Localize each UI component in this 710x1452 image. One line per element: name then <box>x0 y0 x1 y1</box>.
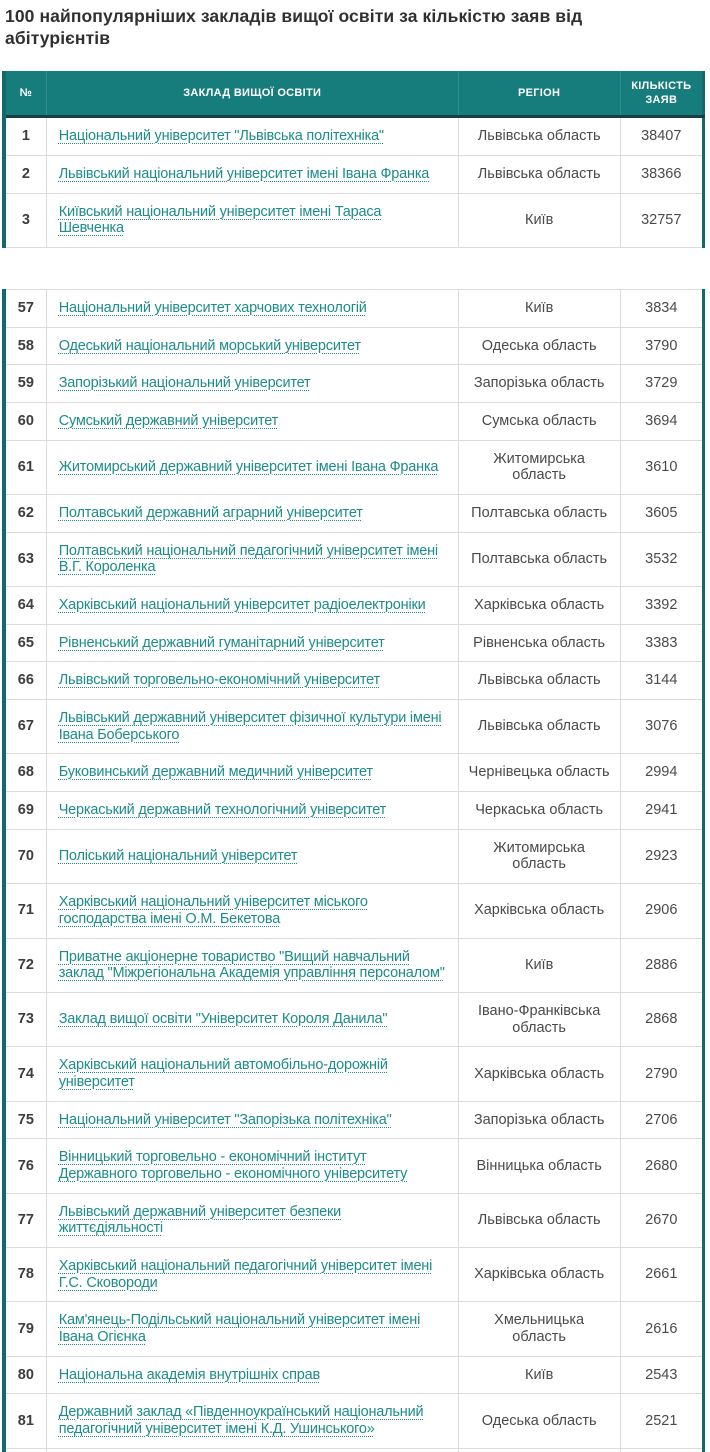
page-title: 100 найпопулярніших закладів вищої освіти за кількістю заяв від абітурієнтів <box>5 6 583 49</box>
institution-cell <box>46 1193 458 1247</box>
region-cell: Львівська область <box>458 156 620 194</box>
institution-link[interactable]: Вінницький торговельно - економічний інститут Державного торговельно - економічного університету <box>58 1149 408 1182</box>
partial-next-row <box>4 1448 704 1452</box>
institution-link[interactable]: Державний заклад «Південноукраїнський національний педагогічний університет імені К.Д. Ушинського» <box>58 1404 424 1437</box>
institution-link[interactable]: Кам'янець-Подільський національний університет імені Івана Огієнка <box>58 1312 421 1345</box>
count-cell: 3694 <box>620 403 703 441</box>
rank-cell: 58 <box>4 327 46 365</box>
rank-cell: 72 <box>4 938 46 992</box>
institution-link[interactable]: Поліський національний університет <box>58 848 298 865</box>
table-row <box>4 365 704 403</box>
section-gap <box>2 248 710 289</box>
count-cell: 2543 <box>620 1356 703 1394</box>
rank-cell: 75 <box>4 1101 46 1139</box>
region-cell: Одеська область <box>458 1394 620 1448</box>
count-cell: 2886 <box>620 938 703 992</box>
region-cell: Черкаська область <box>458 792 620 830</box>
region-cell: Одеська область <box>458 327 620 365</box>
rank-cell: 2 <box>4 156 46 194</box>
table-row <box>4 156 704 194</box>
region-cell: Запорізька область <box>458 1101 620 1139</box>
rank-cell: 65 <box>4 624 46 662</box>
column-header-institution: ЗАКЛАД ВИЩОЇ ОСВІТИ <box>46 71 458 117</box>
institution-link[interactable]: Національна академія внутрішніх справ <box>58 1366 320 1383</box>
count-cell: 2670 <box>620 1193 703 1247</box>
institution-link[interactable]: Черкаський державний технологічний університет <box>58 802 387 819</box>
institution-cell <box>46 365 458 403</box>
column-header-rank: № <box>4 71 46 117</box>
region-cell: Харківська область <box>458 587 620 625</box>
institution-link[interactable]: Харківський національний педагогічний університет імені Г.С. Сковороди <box>58 1257 433 1291</box>
institution-cell <box>46 290 458 328</box>
institution-link[interactable]: Львівський національний університет імені Івана Франка <box>58 166 430 183</box>
rank-cell: 79 <box>4 1302 46 1356</box>
count-cell: 2868 <box>620 992 703 1046</box>
count-cell: 38407 <box>620 117 703 156</box>
rank-cell: 61 <box>4 440 46 494</box>
region-cell: Львівська область <box>458 117 620 156</box>
count-cell: 2923 <box>620 829 703 883</box>
region-cell: Чернівецька область <box>458 754 620 792</box>
institution-cell <box>46 624 458 662</box>
table-row <box>4 1193 704 1247</box>
count-cell: 32757 <box>620 193 703 247</box>
count-cell: 3729 <box>620 365 703 403</box>
rank-cell: 76 <box>4 1139 46 1193</box>
institution-link[interactable]: Одеський національний морський університет <box>58 337 361 354</box>
institution-cell <box>46 700 458 754</box>
institution-link[interactable]: Харківський національний університет радіоелектроніки <box>58 597 426 614</box>
institution-link[interactable]: Національний університет "Львівська політехніка" <box>58 128 384 145</box>
rank-cell: 60 <box>4 403 46 441</box>
rank-cell: 57 <box>4 290 46 328</box>
table-row <box>4 1394 704 1448</box>
institution-link[interactable]: Львівський торговельно-економічний університет <box>58 672 380 689</box>
region-cell: Сумська область <box>458 403 620 441</box>
table-row <box>4 117 704 156</box>
institution-link[interactable]: Буковинський державний медичний університет <box>58 764 373 781</box>
count-cell: 3383 <box>620 624 703 662</box>
count-cell: 2941 <box>620 792 703 830</box>
institution-link[interactable]: Сумський державний університет <box>58 413 279 430</box>
count-cell: 2661 <box>620 1247 703 1301</box>
count-cell: 2706 <box>620 1101 703 1139</box>
count-cell: 2521 <box>620 1394 703 1448</box>
count-cell: 2616 <box>620 1302 703 1356</box>
institution-link[interactable]: Заклад вищої освіти "Університет Короля Данила" <box>58 1011 388 1028</box>
rank-cell: 62 <box>4 495 46 533</box>
column-header-count: КІЛЬКІСТЬ ЗАЯВ <box>620 71 703 117</box>
institution-link[interactable]: Харківський національний автомобільно-дорожній університет <box>58 1057 388 1090</box>
institution-cell <box>46 1394 458 1448</box>
region-cell: Київ <box>458 938 620 992</box>
institution-link[interactable]: Запорізький національний університет <box>58 375 311 392</box>
rank-cell: 81 <box>4 1394 46 1448</box>
institution-cell <box>46 754 458 792</box>
institution-cell <box>46 532 458 586</box>
table-row <box>4 938 704 992</box>
rank-cell: 63 <box>4 532 46 586</box>
rankings-table-top <box>2 71 705 248</box>
count-cell: 2790 <box>620 1047 703 1101</box>
institution-cell <box>46 1356 458 1394</box>
count-cell: 3834 <box>620 290 703 328</box>
table-header-row <box>4 71 704 117</box>
rank-cell: 80 <box>4 1356 46 1394</box>
institution-cell <box>46 1139 458 1193</box>
institution-cell <box>46 992 458 1046</box>
rankings-table-bottom <box>2 289 705 1452</box>
table-row <box>4 403 704 441</box>
region-cell: Івано-Франківська область <box>458 992 620 1046</box>
table-row <box>4 1047 704 1101</box>
rank-cell: 71 <box>4 884 46 938</box>
region-cell: Полтавська область <box>458 495 620 533</box>
institution-link[interactable]: Київський національний університет імені Тараса Шевченка <box>58 203 382 237</box>
rank-cell: 73 <box>4 992 46 1046</box>
institution-cell <box>46 884 458 938</box>
table-row <box>4 1302 704 1356</box>
count-cell: 3610 <box>620 440 703 494</box>
count-cell: 3532 <box>620 532 703 586</box>
institution-cell <box>46 117 458 156</box>
table-row <box>4 754 704 792</box>
table-row <box>4 1356 704 1394</box>
region-cell: Київ <box>458 290 620 328</box>
rank-cell: 77 <box>4 1193 46 1247</box>
region-cell: Харківська область <box>458 1047 620 1101</box>
institution-cell <box>46 440 458 494</box>
table-row <box>4 792 704 830</box>
table-row <box>4 327 704 365</box>
institution-cell <box>46 938 458 992</box>
count-cell: 3144 <box>620 662 703 700</box>
institution-link[interactable]: Львівський державний університет безпеки життєдіяльності <box>58 1203 342 1237</box>
table-row <box>4 1247 704 1301</box>
table-row <box>4 1139 704 1193</box>
rank-cell: 68 <box>4 754 46 792</box>
institution-link[interactable]: Національний університет "Запорізька політехніка" <box>58 1111 392 1128</box>
region-cell: Київ <box>458 1356 620 1394</box>
institution-cell <box>46 829 458 883</box>
region-cell: Київ <box>458 193 620 247</box>
institution-cell <box>46 792 458 830</box>
count-cell: 2994 <box>620 754 703 792</box>
table-row <box>4 992 704 1046</box>
region-cell: Харківська область <box>458 884 620 938</box>
institution-cell <box>46 327 458 365</box>
rank-cell: 78 <box>4 1247 46 1301</box>
column-header-region: РЕГІОН <box>458 71 620 117</box>
table-row <box>4 624 704 662</box>
region-cell: Житомирська область <box>458 440 620 494</box>
institution-cell <box>46 156 458 194</box>
rank-cell: 74 <box>4 1047 46 1101</box>
region-cell: Львівська область <box>458 662 620 700</box>
region-cell: Львівська область <box>458 1193 620 1247</box>
count-cell: 3076 <box>620 700 703 754</box>
institution-link[interactable]: Житомирський державний університет імені Івана Франка <box>58 459 439 476</box>
table-row <box>4 440 704 494</box>
institution-link[interactable]: Національний університет харчових технологій <box>58 300 367 317</box>
region-cell: Вінницька область <box>458 1139 620 1193</box>
rank-cell: 59 <box>4 365 46 403</box>
region-cell: Запорізька область <box>458 365 620 403</box>
institution-cell <box>46 587 458 625</box>
institution-cell <box>46 1302 458 1356</box>
table-row <box>4 884 704 938</box>
count-cell: 3392 <box>620 587 703 625</box>
institution-cell <box>46 1047 458 1101</box>
table-row <box>4 700 704 754</box>
rank-cell: 64 <box>4 587 46 625</box>
region-cell: Полтавська область <box>458 532 620 586</box>
institution-cell <box>46 1101 458 1139</box>
rank-cell: 1 <box>4 117 46 156</box>
institution-link[interactable]: Львівський державний університет фізичної культури імені Івана Боберського <box>58 710 442 743</box>
count-cell: 3790 <box>620 327 703 365</box>
institution-cell <box>46 193 458 247</box>
institution-cell <box>46 495 458 533</box>
institution-cell <box>46 662 458 700</box>
region-cell: Львівська область <box>458 700 620 754</box>
table-row <box>4 532 704 586</box>
rank-cell: 66 <box>4 662 46 700</box>
table-row <box>4 1101 704 1139</box>
rank-cell: 70 <box>4 829 46 883</box>
institution-link[interactable]: Рівненський державний гуманітарний університет <box>58 634 385 651</box>
institution-cell <box>46 403 458 441</box>
count-cell: 3605 <box>620 495 703 533</box>
table-row <box>4 193 704 247</box>
institution-cell <box>46 1247 458 1301</box>
institution-link[interactable]: Приватне акціонерне товариство "Вищий навчальний заклад "Міжрегіональна Академія управління персоналом" <box>58 948 445 982</box>
table-row <box>4 587 704 625</box>
table-row <box>4 290 704 328</box>
region-cell: Хмельницька область <box>458 1302 620 1356</box>
region-cell: Рівненська область <box>458 624 620 662</box>
count-cell: 2906 <box>620 884 703 938</box>
rank-cell: 3 <box>4 193 46 247</box>
table-row <box>4 495 704 533</box>
count-cell: 2680 <box>620 1139 703 1193</box>
table-header <box>4 71 704 117</box>
rank-cell: 69 <box>4 792 46 830</box>
table-row <box>4 829 704 883</box>
rank-cell: 67 <box>4 700 46 754</box>
institution-link[interactable]: Харківський національний університет міського господарства імені О.М. Бекетова <box>58 894 368 927</box>
count-cell: 38366 <box>620 156 703 194</box>
region-cell: Житомирська область <box>458 829 620 883</box>
institution-link[interactable]: Полтавський національний педагогічний університет імені В.Г. Короленка <box>58 542 438 576</box>
region-cell: Харківська область <box>458 1247 620 1301</box>
institution-link[interactable]: Полтавський державний аграрний університет <box>58 505 363 522</box>
table-row <box>4 662 704 700</box>
